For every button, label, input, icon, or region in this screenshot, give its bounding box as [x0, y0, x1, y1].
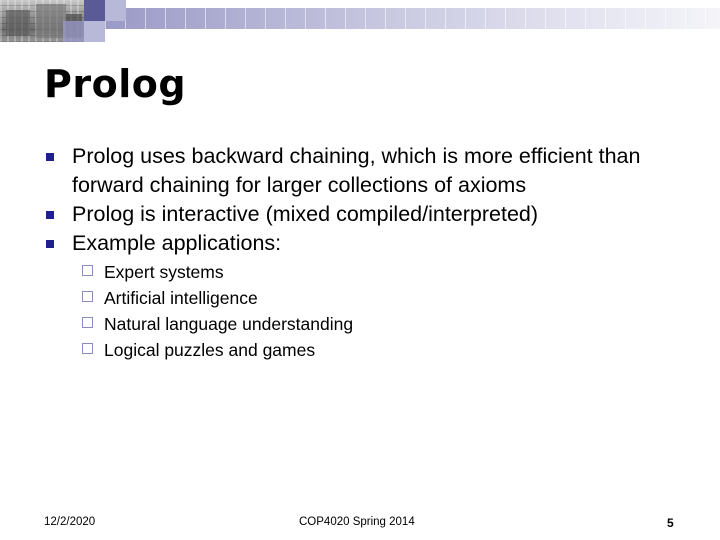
header-decoration-square: [105, 0, 126, 21]
slide-number: 5: [667, 516, 674, 530]
hollow-square-bullet-icon: [82, 317, 93, 328]
hollow-square-bullet-icon: [82, 343, 93, 354]
sub-bullet-item: [104, 337, 684, 363]
hollow-square-bullet-icon: [82, 265, 93, 276]
header-gradient-stripe: [105, 8, 720, 29]
sub-bullet-text: Expert systems: [104, 262, 224, 282]
sub-bullet-item: [104, 259, 684, 285]
sub-bullet-text: Natural language understanding: [104, 314, 354, 334]
photo-building: [6, 10, 30, 36]
photo-building: [36, 4, 66, 38]
square-bullet-icon: [46, 153, 54, 161]
sub-bullet-item: [104, 285, 684, 311]
header-decoration-square: [84, 21, 105, 42]
square-bullet-icon: [46, 211, 54, 219]
bullet-item: [72, 229, 682, 258]
sub-bullet-item: [104, 311, 684, 337]
footer-course: COP4020 Spring 2014: [299, 516, 415, 528]
sub-bullet-text: Logical puzzles and games: [104, 340, 316, 360]
bullet-text: Example applications:: [72, 231, 282, 255]
bullet-item: [72, 200, 682, 229]
bullet-text: Prolog uses backward chaining, which is more efficient than forward chaining for larger collections of axioms: [72, 144, 641, 197]
square-bullet-icon: [46, 240, 54, 248]
sub-bullet-text: Artificial intelligence: [104, 288, 258, 308]
bullet-item: [72, 142, 682, 200]
header-decoration-square: [84, 0, 105, 21]
slide-title: Prolog: [44, 62, 187, 106]
bullet-text: Prolog is interactive (mixed compiled/interpreted): [72, 202, 539, 226]
hollow-square-bullet-icon: [82, 291, 93, 302]
header-decoration-square: [63, 21, 84, 42]
footer-date: 12/2/2020: [44, 516, 96, 528]
